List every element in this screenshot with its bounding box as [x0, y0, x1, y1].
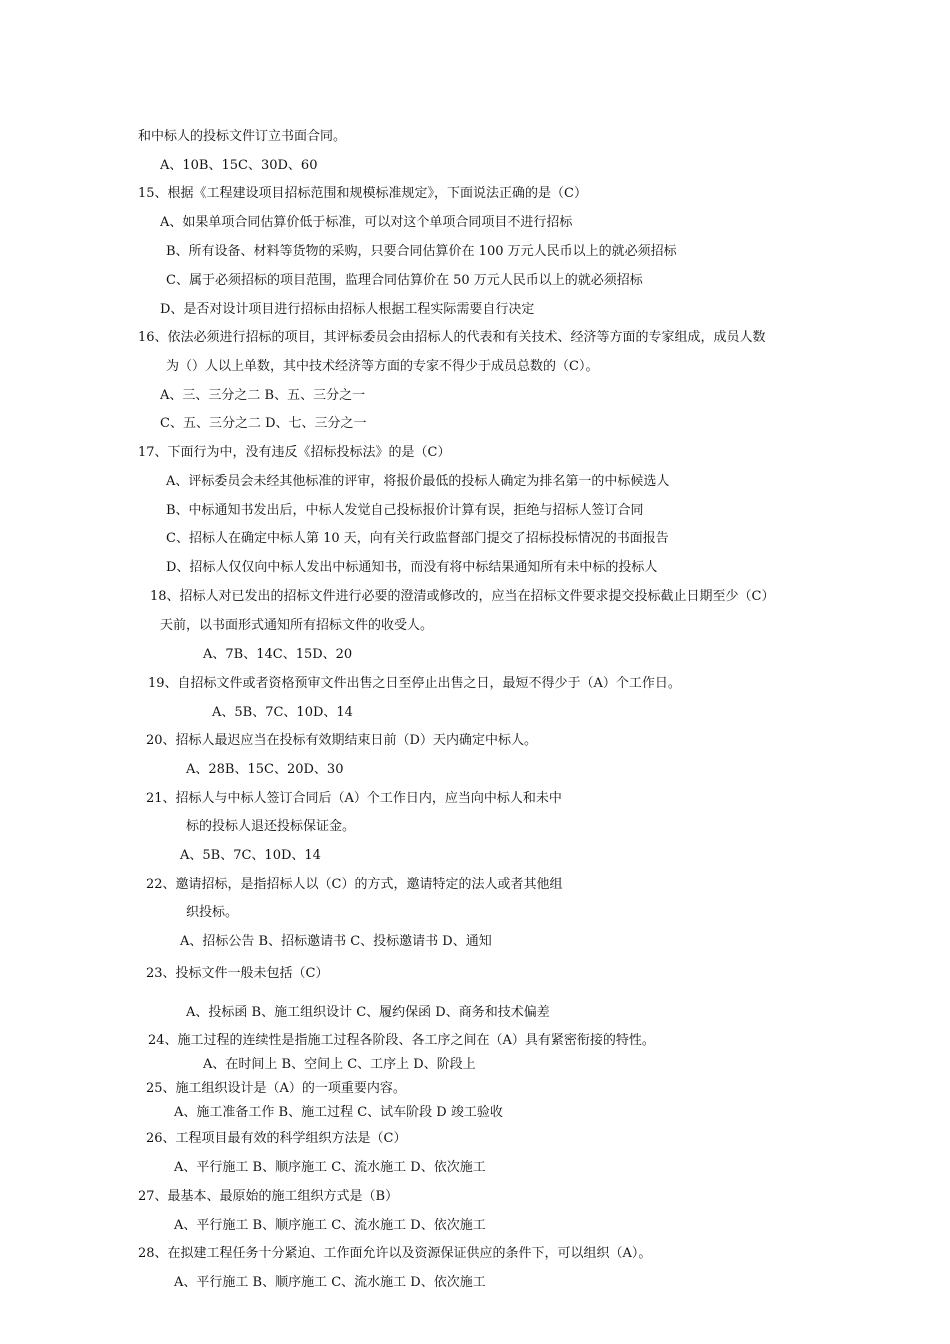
option-line: B、中标通知书发出后，中标人发觉自己投标报价计算有误，拒绝与招标人签订合同 — [166, 503, 644, 518]
text-line: 天前，以书面形式通知所有招标文件的收受人。 — [160, 618, 434, 633]
option-line: A、平行施工 B、顺序施工 C、流水施工 D、依次施工 — [174, 1218, 486, 1233]
option-line: A、5B、7C、10D、14 — [212, 705, 353, 720]
question-line: 21、招标人与中标人签订合同后（A）个工作日内，应当向中标人和未中 — [146, 791, 562, 806]
text-line: 织投标。 — [186, 905, 239, 920]
option-line: B、所有设备、材料等货物的采购，只要合同估算价在 100 万元人民币以上的就必须招标 — [166, 244, 677, 259]
option-line: A、在时间上 B、空间上 C、工序上 D、阶段上 — [203, 1057, 476, 1072]
option-line: A、施工准备工作 B、施工过程 C、试车阶段 D 竣工验收 — [174, 1105, 503, 1120]
question-line: 28、在拟建工程任务十分紧迫、工作面允许以及资源保证供应的条件下，可以组织（A）。 — [138, 1246, 652, 1261]
option-line: D、招标人仅仅向中标人发出中标通知书，而没有将中标结果通知所有未中标的投标人 — [166, 560, 658, 575]
question-line: 20、招标人最迟应当在投标有效期结束日前（D）天内确定中标人。 — [146, 733, 537, 748]
question-line: 16、依法必须进行招标的项目，其评标委员会由招标人的代表和有关技术、经济等方面的专家组成，成员人数 — [138, 330, 766, 345]
option-line: D、是否对设计项目进行招标由招标人根据工程实际需要自行决定 — [160, 302, 535, 317]
question-line: 18、招标人对已发出的招标文件进行必要的澄清或修改的，应当在招标文件要求提交投标截止日期至少（C） — [150, 589, 775, 604]
option-line: A、28B、15C、20D、30 — [186, 762, 344, 777]
option-line: A、5B、7C、10D、14 — [180, 848, 321, 863]
question-line: 19、自招标文件或者资格预审文件出售之日至停止出售之日，最短不得少于（A）个工作日。 — [148, 676, 681, 691]
question-line: 15、根据《工程建设项目招标范围和规模标准规定》，下面说法正确的是（C） — [138, 186, 587, 201]
option-line: A、10B、15C、30D、60 — [160, 158, 318, 173]
question-line: 26、工程项目最有效的科学组织方法是（C） — [146, 1131, 407, 1146]
question-line: 22、邀请招标，是指招标人以（C）的方式，邀请特定的法人或者其他组 — [146, 877, 563, 892]
text-line: 和中标人的投标文件订立书面合同。 — [138, 129, 347, 144]
question-line: 27、最基本、最原始的施工组织方式是（B） — [138, 1189, 399, 1204]
option-line: C、属于必须招标的项目范围，监理合同估算价在 50 万元人民币以上的就必须招标 — [166, 273, 643, 288]
question-line: 25、施工组织设计是（A）的一项重要内容。 — [146, 1081, 406, 1096]
option-line: A、平行施工 B、顺序施工 C、流水施工 D、依次施工 — [174, 1160, 486, 1175]
option-line: A、三、三分之二 B、五、三分之一 — [160, 388, 366, 403]
option-line: A、投标函 B、施工组织设计 C、履约保函 D、商务和技术偏差 — [186, 1005, 550, 1020]
option-line: A、平行施工 B、顺序施工 C、流水施工 D、依次施工 — [174, 1275, 486, 1290]
text-line: 标的投标人退还投标保证金。 — [186, 819, 356, 834]
option-line: A、7B、14C、15D、20 — [203, 647, 353, 662]
option-line: C、招标人在确定中标人第 10 天，向有关行政监督部门提交了招标投标情况的书面报告 — [166, 531, 669, 546]
option-line: C、五、三分之二 D、七、三分之一 — [160, 416, 367, 431]
text-line: 为（）人以上单数，其中技术经济等方面的专家不得少于成员总数的（C）。 — [166, 359, 599, 374]
option-line: A、评标委员会未经其他标准的评审，将报价最低的投标人确定为排名第一的中标候选人 — [166, 474, 670, 489]
option-line: A、如果单项合同估算价低于标准，可以对这个单项合同项目不进行招标 — [160, 215, 573, 230]
question-line: 24、施工过程的连续性是指施工过程各阶段、各工序之间在（A）具有紧密衔接的特性。 — [148, 1033, 655, 1048]
question-line: 17、下面行为中，没有违反《招标投标法》的是（C） — [138, 445, 451, 460]
option-line: A、招标公告 B、招标邀请书 C、投标邀请书 D、通知 — [180, 934, 492, 949]
question-line: 23、投标文件一般未包括（C） — [146, 966, 329, 981]
